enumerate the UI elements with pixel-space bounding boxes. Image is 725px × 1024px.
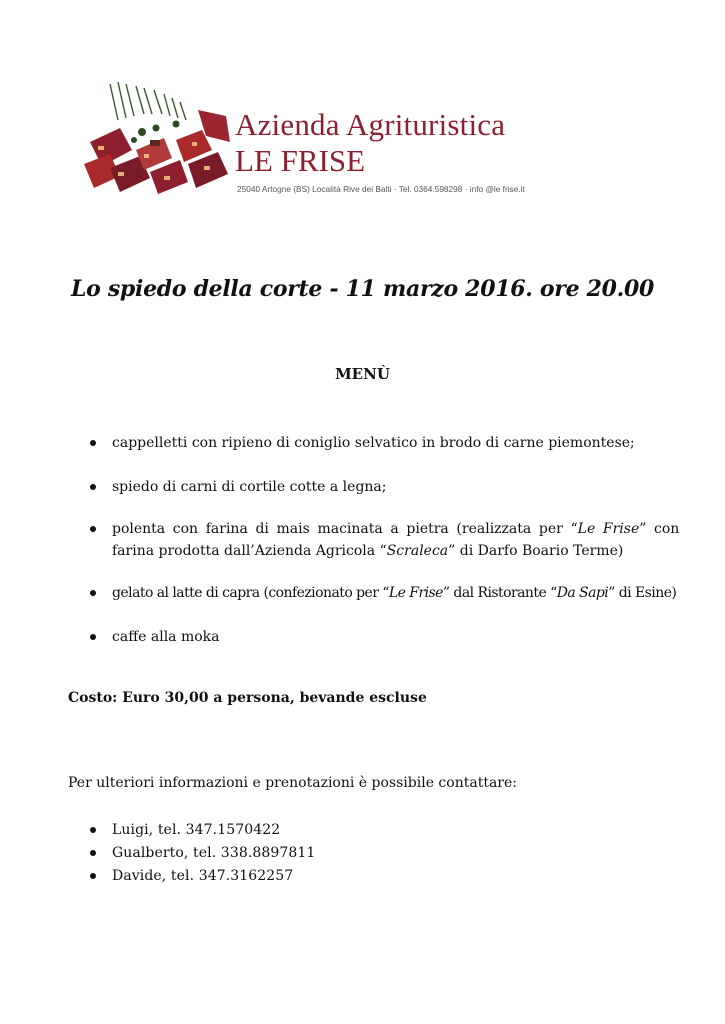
bullet-icon xyxy=(90,526,96,532)
bullet-icon xyxy=(90,440,96,446)
bullet-icon xyxy=(90,484,96,490)
price-info: Costo: Euro 30,00 a persona, bevande escluse xyxy=(68,690,427,706)
brand-subname: LE FRISE xyxy=(235,143,366,178)
brand-address: 25040 Artogne (BS) Località Rive dei Balti · Tel. 0364.598298 · info @le frise.it xyxy=(237,184,525,194)
contact-intro: Per ulteriori informazioni e prenotazioni è possibile contattare: xyxy=(68,775,517,791)
bullet-icon xyxy=(90,850,96,856)
contact-text: Davide, tel. 347.3162257 xyxy=(112,868,294,884)
contact-text: Luigi, tel. 347.1570422 xyxy=(112,822,281,838)
menu-item-text: caffe alla moka xyxy=(112,629,220,645)
menu-item-text: gelato al latte di capra (confezionato per “Le Frise” dal Ristorante “Da Sapi” di Esine) xyxy=(112,585,677,601)
menu-heading: MENÙ xyxy=(335,365,390,383)
event-title: Lo spiedo della corte - 11 marzo 2016. ore 20.00 xyxy=(70,276,655,302)
menu-item-text: spiedo di carni di cortile cotte a legna; xyxy=(112,479,387,495)
contact-text: Gualberto, tel. 338.8897811 xyxy=(112,845,316,861)
menu-item-text-continued: farina prodotta dall’Azienda Agricola “Scraleca” di Darfo Boario Terme) xyxy=(112,543,624,559)
menu-item-text: polenta con farina di mais macinata a pietra (realizzata per “Le Frise” con xyxy=(112,521,680,537)
bullet-icon xyxy=(90,873,96,879)
brand-name: Azienda Agrituristica xyxy=(235,107,506,142)
menu-item-text: cappelletti con ripieno di coniglio selvatico in brodo di carne piemontese; xyxy=(112,435,635,451)
village-logo-illustration xyxy=(80,80,232,198)
bullet-icon xyxy=(90,634,96,640)
bullet-icon xyxy=(90,827,96,833)
bullet-icon xyxy=(90,590,96,596)
